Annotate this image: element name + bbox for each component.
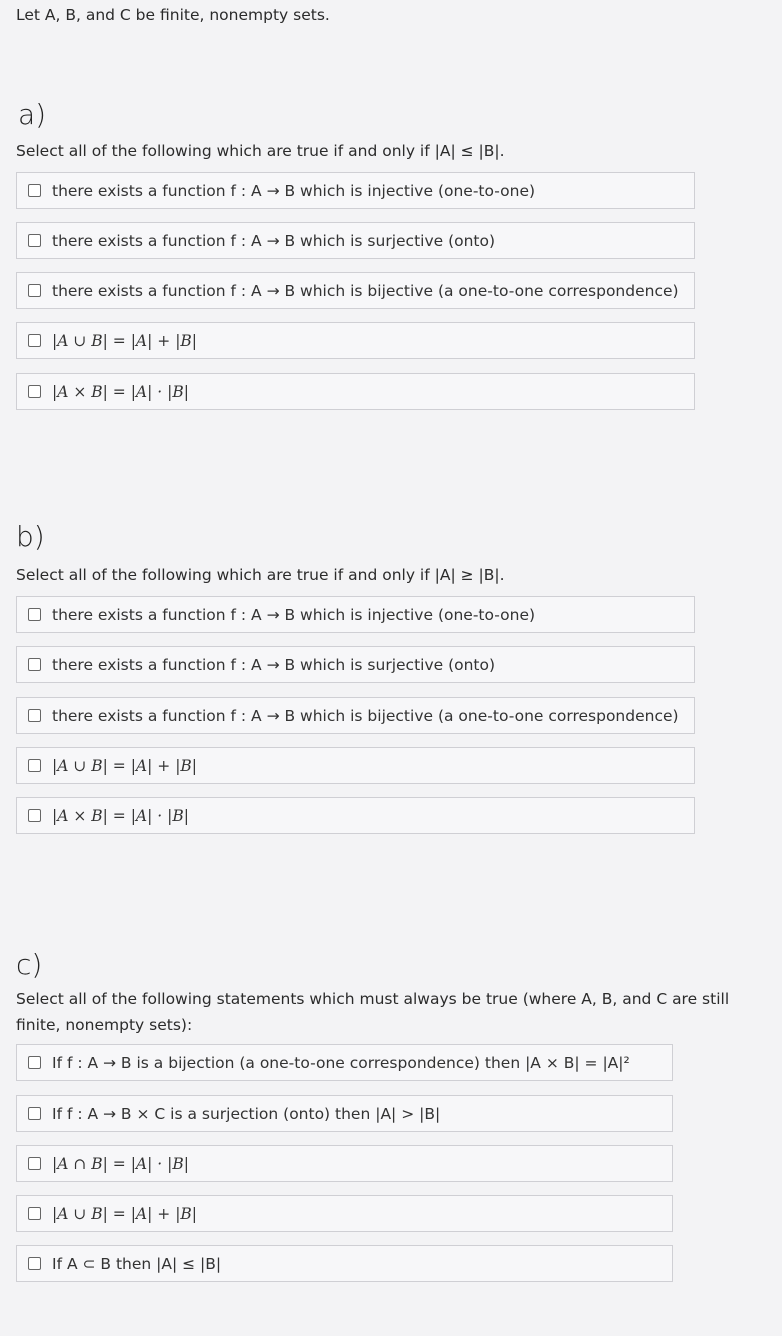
option-text: there exists a function f : A → B which is bijective (a one-to-one correspondence) (52, 706, 679, 725)
option-text: |A ∪ B| = |A| + |B| (52, 1204, 198, 1223)
checkbox[interactable] (28, 334, 41, 347)
option-text: |A ∪ B| = |A| + |B| (52, 331, 198, 350)
checkbox[interactable] (28, 184, 41, 197)
option-text: |A × B| = |A| · |B| (52, 806, 189, 825)
checkbox[interactable] (28, 608, 41, 621)
part-b-option-1[interactable] (16, 596, 695, 633)
checkbox[interactable] (28, 1207, 41, 1220)
option-text: there exists a function f : A → B which is bijective (a one-to-one correspondence) (52, 281, 679, 300)
option-text: |A × B| = |A| · |B| (52, 382, 189, 401)
checkbox[interactable] (28, 1257, 41, 1270)
checkbox[interactable] (28, 809, 41, 822)
part-a-option-1[interactable] (16, 172, 695, 209)
part-b-prompt: Select all of the following which are true if and only if |A| ≥ |B|. (16, 566, 505, 584)
checkbox[interactable] (28, 284, 41, 297)
part-a-option-3[interactable] (16, 272, 695, 309)
part-b-label: b) (16, 520, 45, 553)
part-a-label: a) (18, 98, 47, 131)
option-text: If A ⊂ B then |A| ≤ |B| (52, 1254, 222, 1273)
checkbox[interactable] (28, 709, 41, 722)
checkbox[interactable] (28, 658, 41, 671)
part-c-prompt: Select all of the following statements which must always be true (where A, B, and C are still finite, nonempty sets): (16, 990, 730, 1034)
checkbox[interactable] (28, 234, 41, 247)
option-text: there exists a function f : A → B which is injective (one-to-one) (52, 605, 536, 624)
part-c-option-1[interactable] (16, 1044, 673, 1081)
part-a-option-5[interactable] (16, 373, 695, 410)
part-c-option-2[interactable] (16, 1095, 673, 1132)
checkbox[interactable] (28, 759, 41, 772)
part-a-prompt: Select all of the following which are true if and only if |A| ≤ |B|. (16, 142, 505, 160)
part-a-option-2[interactable] (16, 222, 695, 259)
option-text: there exists a function f : A → B which is surjective (onto) (52, 655, 496, 674)
option-text: there exists a function f : A → B which is surjective (onto) (52, 231, 496, 250)
part-c-option-3[interactable] (16, 1145, 673, 1182)
option-text: |A ∪ B| = |A| + |B| (52, 756, 198, 775)
option-text: there exists a function f : A → B which is injective (one-to-one) (52, 181, 536, 200)
part-b-option-5[interactable] (16, 797, 695, 834)
part-b-option-3[interactable] (16, 697, 695, 734)
part-b-option-2[interactable] (16, 646, 695, 683)
part-c-label: c) (16, 948, 43, 981)
checkbox[interactable] (28, 1107, 41, 1120)
checkbox[interactable] (28, 1157, 41, 1170)
checkbox[interactable] (28, 385, 41, 398)
intro-text: Let A, B, and C be finite, nonempty sets. (16, 6, 330, 24)
part-c-option-4[interactable] (16, 1195, 673, 1232)
part-b-option-4[interactable] (16, 747, 695, 784)
option-text: |A ∩ B| = |A| · |B| (52, 1154, 189, 1173)
part-c-option-5[interactable] (16, 1245, 673, 1282)
part-a-option-4[interactable] (16, 322, 695, 359)
checkbox[interactable] (28, 1056, 41, 1069)
option-text: If f : A → B is a bijection (a one-to-one correspondence) then |A × B| = |A|² (52, 1053, 630, 1072)
option-text: If f : A → B × C is a surjection (onto) then |A| > |B| (52, 1104, 441, 1123)
